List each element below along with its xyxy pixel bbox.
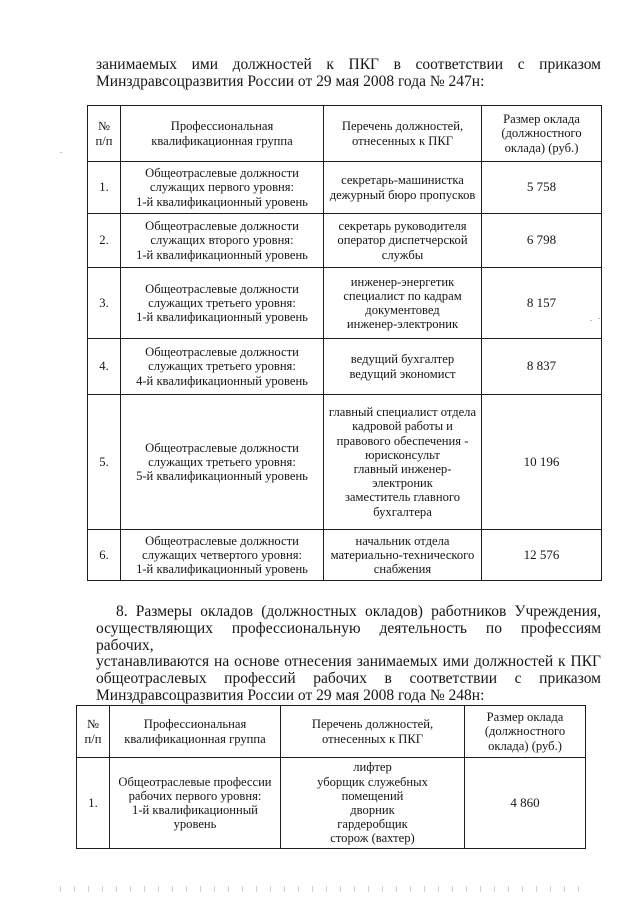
row-salary: 5 758: [482, 162, 602, 214]
header-number-line: п/п: [84, 731, 102, 746]
row-group: [110, 758, 281, 849]
row-group: [121, 530, 324, 581]
row-number: 4.: [88, 339, 121, 395]
row-number: 1.: [88, 162, 121, 214]
row-positions-line: секретарь руководителя: [338, 219, 467, 234]
row-positions-line: сторож (вахтер): [330, 831, 415, 846]
row-group-line: Общеотраслевые должности: [145, 219, 299, 234]
header-row: [77, 706, 586, 758]
row-number: 2.: [88, 214, 121, 268]
row-group-line: Общеотраслевые должности: [145, 281, 299, 296]
header-salary-line: оклада) (руб.): [504, 140, 579, 155]
header-salary-line: Размер оклада: [486, 710, 564, 725]
section-8-line: общеотраслевых профессий рабочих в соответствии с приказом: [96, 670, 601, 688]
row-positions-line: документовед: [365, 303, 440, 317]
section-8-line: устанавливаются на основе отнесения занимаемых ими должностей к ПКГ: [96, 653, 601, 671]
row-salary: 6 798: [482, 214, 602, 268]
row-number: 3.: [88, 268, 121, 339]
row-group-line: 1-й квалификационный уровень: [136, 194, 308, 209]
header-group-line: Профессиональная: [170, 119, 274, 134]
row-salary: 8 837: [482, 339, 602, 395]
row-group: [121, 268, 324, 339]
table-row: [88, 268, 602, 339]
row-positions-line: ведущий бухгалтер: [350, 352, 455, 367]
salary-table-workers: [76, 705, 586, 849]
row-group-line: рабочих первого уровня:: [128, 788, 262, 803]
row-group-line: Общеотраслевые профессии: [118, 774, 272, 789]
row-salary: 10 196: [482, 395, 602, 530]
row-group-line: 4-й квалификационный уровень: [136, 373, 308, 388]
row-group-line: Общеотраслевые должности: [145, 166, 299, 181]
row-positions-line: материально-технического: [330, 547, 475, 562]
header-group: [110, 706, 281, 758]
row-positions-line: секретарь-машинистка: [341, 173, 464, 188]
row-positions: [324, 530, 482, 581]
intro-text: [96, 56, 601, 90]
header-salary-line: (должностного: [501, 126, 582, 141]
row-group-line: Общеотраслевые должности: [145, 440, 299, 455]
row-positions: [324, 268, 482, 339]
row-group-line: служащих первого уровня:: [149, 180, 295, 195]
table-row: [88, 162, 602, 214]
row-positions: [324, 162, 482, 214]
row-positions-line: уборщик служебных помещений: [317, 774, 428, 803]
header-positions-line: отнесенных к ПКГ: [321, 731, 424, 746]
row-number: 5.: [88, 395, 121, 530]
row-group-line: служащих второго уровня:: [150, 233, 294, 248]
row-positions-line: заместитель главного: [344, 490, 461, 505]
row-group-line: 1-й квалификационный уровень: [136, 562, 308, 577]
header-positions-line: Перечень должностей,: [341, 119, 464, 134]
row-positions-line: кадровой работы и: [352, 419, 453, 434]
section-8-line: 8. Размеры окладов (должностных окладов) работников Учреждения,: [116, 603, 601, 620]
header-number: [88, 106, 121, 162]
header-salary: [465, 706, 586, 758]
header-number-line: №: [97, 119, 111, 134]
row-positions-line: юрисконсульт: [365, 447, 440, 462]
table-row: [88, 214, 602, 268]
header-salary-line: (должностного: [484, 724, 566, 739]
header-salary-line: Размер оклада: [503, 112, 580, 127]
row-group-line: Общеотраслевые должности: [145, 345, 299, 360]
header-group: [121, 106, 324, 162]
section-8-paragraph: [96, 604, 601, 705]
header-salary-line: оклада) (руб.): [488, 738, 562, 753]
scan-speck: [598, 318, 600, 319]
row-group: [121, 162, 324, 214]
row-group-line: уровень: [173, 817, 217, 832]
row-group-line: служащих третьего уровня:: [148, 454, 296, 469]
table-row: [77, 758, 586, 849]
row-group-line: 5-й квалификационный уровень: [136, 469, 308, 484]
row-salary: 12 576: [482, 530, 602, 581]
row-group: [121, 395, 324, 530]
header-number-line: п/п: [95, 133, 113, 148]
row-group-line: 1-й квалификационный уровень: [136, 310, 308, 325]
header-row: [88, 106, 602, 162]
salary-table-employees: [87, 105, 602, 581]
row-positions-line: ведущий экономист: [349, 366, 456, 381]
row-positions-line: гардеробщик: [337, 817, 408, 832]
row-group-line: Общеотраслевые должности: [145, 533, 299, 548]
intro-line-1: занимаемых ими должностей к ПКГ в соответствии с приказом: [96, 56, 601, 73]
intro-line-2: Минздравсоцразвития России от 29 мая 2008 года № 247н:: [96, 73, 485, 90]
section-8-line: осуществляющих профессиональную деятельность по профессиям рабочих,: [96, 619, 601, 654]
row-positions-line: специалист по кадрам: [343, 288, 462, 303]
row-positions-line: лифтер: [353, 760, 392, 775]
row-group: [121, 214, 324, 268]
header-group-line: квалификационная группа: [151, 133, 293, 148]
row-positions: [324, 395, 482, 530]
scan-artifact-dots: [60, 886, 580, 892]
header-number-line: №: [86, 717, 100, 732]
row-positions-line: инженер-электроник: [346, 317, 459, 332]
row-positions-line: главный инженер-: [353, 462, 452, 476]
row-positions-line: оператор диспетчерской: [337, 233, 468, 248]
row-group-line: 1-й квалификационный уровень: [136, 247, 308, 262]
row-positions: [324, 339, 482, 395]
header-group-line: Профессиональная: [143, 717, 247, 732]
row-positions-line: главный специалист отдела: [328, 405, 477, 420]
table-row: [88, 395, 602, 530]
row-number: 1.: [77, 758, 110, 849]
row-group: [121, 339, 324, 395]
row-positions-line: дворник: [350, 803, 395, 817]
row-positions: [281, 758, 465, 849]
row-group-line: служащих третьего уровня:: [148, 295, 296, 310]
row-positions-line: инженер-энергетик: [350, 274, 455, 289]
row-salary: 4 860: [465, 758, 586, 849]
row-positions-line: службы: [381, 247, 424, 262]
row-group-line: служащих четвертого уровня:: [142, 547, 302, 562]
row-group-line: 1-й квалификационный: [132, 803, 258, 817]
header-positions: [324, 106, 482, 162]
header-positions-line: Перечень должностей,: [311, 717, 434, 732]
table-row: [88, 530, 602, 581]
scan-speck: [590, 320, 592, 321]
salary-table-employees-body: [88, 106, 602, 581]
row-salary: 8 157: [482, 268, 602, 339]
table-row: [88, 339, 602, 395]
row-group-line: служащих третьего уровня:: [148, 359, 296, 374]
row-positions-line: правового обеспечения -: [336, 433, 469, 448]
row-positions-line: дежурный бюро пропусков: [329, 187, 476, 202]
header-positions-line: отнесенных к ПКГ: [351, 133, 454, 148]
scan-speck: [60, 152, 62, 153]
row-positions-line: электроник: [372, 476, 433, 491]
row-positions-line: снабжения: [373, 562, 432, 577]
row-positions-line: начальник отдела: [355, 533, 450, 548]
row-positions: [324, 214, 482, 268]
row-number: 6.: [88, 530, 121, 581]
header-number: [77, 706, 110, 758]
section-8-line: Минздравсоцразвития России от 29 мая 2008 года № 248н:: [96, 686, 485, 704]
salary-table-workers-body: [77, 706, 586, 849]
header-group-line: квалификационная группа: [124, 731, 266, 746]
header-positions: [281, 706, 465, 758]
row-positions-line: бухгалтера: [373, 504, 432, 519]
header-salary: [482, 106, 602, 162]
